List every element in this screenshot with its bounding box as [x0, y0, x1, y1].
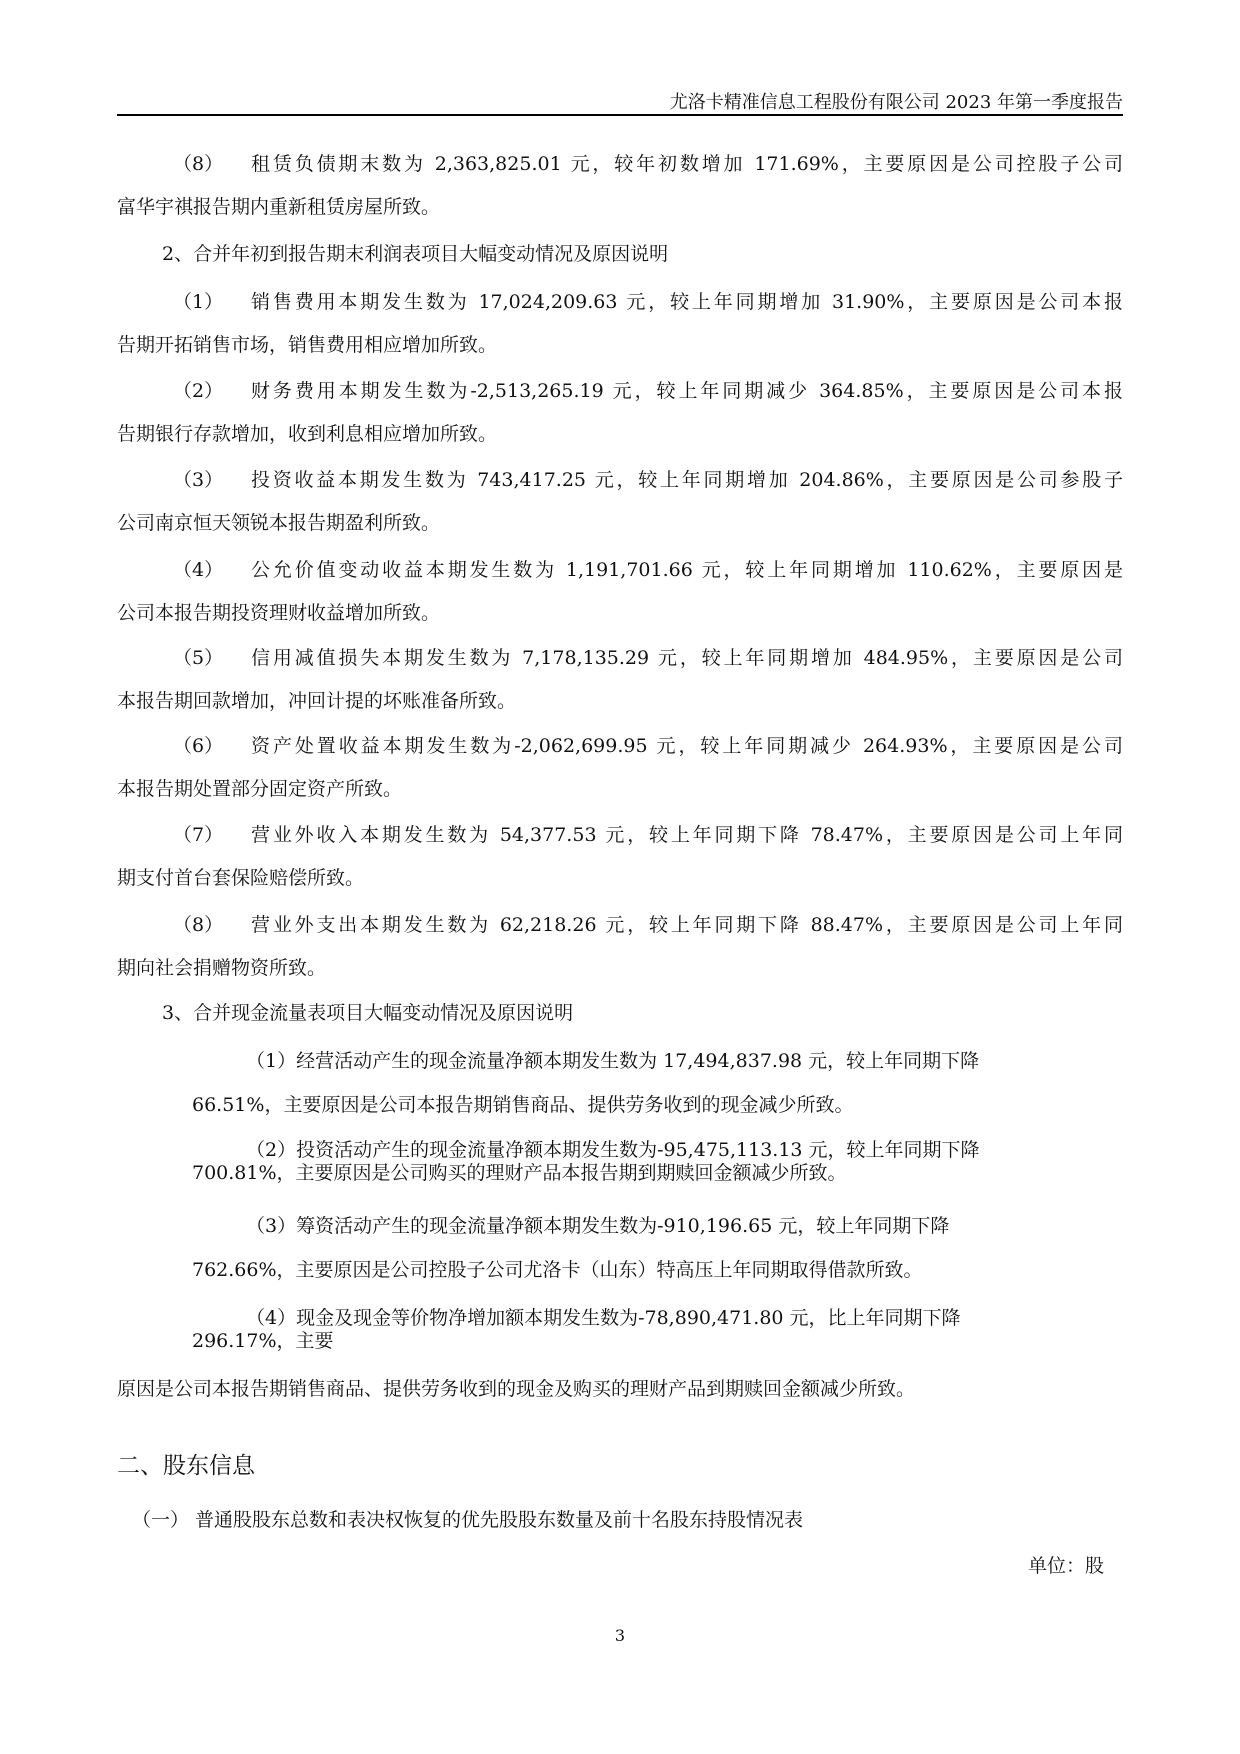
item-line: 营业外收入本期发生数为 54,377.53 元，较上年同期下降 78.47%，主要原因是公司上年同 — [251, 824, 1123, 846]
shareholders-heading: 二、股东信息 — [117, 1453, 255, 1479]
item-line: 富华宇祺报告期内重新租赁房屋所致。 — [117, 196, 441, 218]
item-label: （8） — [173, 153, 224, 175]
cash-item-line: 700.81%，主要原因是公司购买的理财产品本报告期到期赎回金额减少所致。 — [192, 1162, 847, 1184]
item-line: 营业外支出本期发生数为 62,218.26 元，较上年同期下降 88.47%，主要原因是公司上年同 — [251, 914, 1123, 936]
item-line: 销售费用本期发生数为 17,024,209.63 元，较上年同期增加 31.90%，主要原因是公司本报 — [251, 291, 1123, 313]
subsection-label: （一） — [132, 1509, 190, 1531]
item-line: 期向社会捐赠物资所致。 — [117, 957, 327, 979]
page-number: 3 — [614, 1626, 626, 1645]
item-label: （3） — [173, 469, 224, 491]
page-header-title: 尤洛卡精准信息工程股份有限公司 2023 年第一季度报告 — [669, 92, 1123, 113]
item-line: 本报告期回款增加，冲回计提的坏账准备所致。 — [117, 690, 517, 712]
cash-item-line: 66.51%，主要原因是公司本报告期销售商品、提供劳务收到的现金减少所致。 — [192, 1094, 854, 1116]
unit-label: 单位：股 — [1027, 1555, 1104, 1577]
item-line: 公司南京恒天领锐本报告期盈利所致。 — [117, 512, 441, 534]
cash-item-line: 296.17%，主要 — [192, 1330, 334, 1352]
subsection-title: 普通股股东总数和表决权恢复的优先股股东数量及前十名股东持股情况表 — [195, 1509, 804, 1531]
item-label: （2） — [173, 380, 224, 402]
cash-item-line: （2）投资活动产生的现金流量净额本期发生数为-95,475,113.13 元，较上年同期下降 — [246, 1139, 980, 1161]
item-label: （1） — [173, 291, 224, 313]
item-line: 租赁负债期末数为 2,363,825.01 元，较年初数增加 171.69%，主要原因是公司控股子公司 — [251, 153, 1123, 175]
item-label: （5） — [173, 647, 224, 669]
item-line: 资产处置收益本期发生数为-2,062,699.95 元，较上年同期减少 264.93%，主要原因是公司 — [251, 735, 1123, 757]
item-line: 本报告期处置部分固定资产所致。 — [117, 778, 403, 800]
cash-item-line: （3）筹资活动产生的现金流量净额本期发生数为-910,196.65 元，较上年同期下降 — [246, 1215, 950, 1237]
item-line: 投资收益本期发生数为 743,417.25 元，较上年同期增加 204.86%，主要原因是公司参股子 — [251, 469, 1123, 491]
item-label: （7） — [173, 824, 224, 846]
item-line: 公司本报告期投资理财收益增加所致。 — [117, 602, 441, 624]
cash-item-line: （1）经营活动产生的现金流量净额本期发生数为 17,494,837.98 元，较上年同期下降 — [246, 1050, 980, 1072]
section-title: 2、合并年初到报告期末利润表项目大幅变动情况及原因说明 — [162, 243, 669, 265]
section-title: 3、合并现金流量表项目大幅变动情况及原因说明 — [162, 1002, 574, 1024]
cash-item-line: （4）现金及现金等价物净增加额本期发生数为-78,890,471.80 元，比上年同期下降 — [246, 1307, 961, 1329]
cash-final-line: 原因是公司本报告期销售商品、提供劳务收到的现金及购买的理财产品到期赎回金额减少所致。 — [117, 1378, 916, 1400]
item-line: 告期开拓销售市场，销售费用相应增加所致。 — [117, 334, 498, 356]
item-line: 告期银行存款增加，收到利息相应增加所致。 — [117, 423, 498, 445]
cash-item-line: 762.66%，主要原因是公司控股子公司尤洛卡（山东）特高压上年同期取得借款所致。 — [192, 1259, 923, 1281]
item-line: 财务费用本期发生数为-2,513,265.19 元，较上年同期减少 364.85%，主要原因是公司本报 — [251, 380, 1123, 402]
item-line: 公允价值变动收益本期发生数为 1,191,701.66 元，较上年同期增加 110.62%，主要原因是 — [251, 559, 1123, 581]
header-rule — [117, 114, 1123, 116]
item-line: 期支付首台套保险赔偿所致。 — [117, 867, 365, 889]
item-line: 信用减值损失本期发生数为 7,178,135.29 元，较上年同期增加 484.95%，主要原因是公司 — [251, 647, 1123, 669]
item-label: （8） — [173, 914, 224, 936]
item-label: （6） — [173, 735, 224, 757]
item-label: （4） — [173, 559, 224, 581]
